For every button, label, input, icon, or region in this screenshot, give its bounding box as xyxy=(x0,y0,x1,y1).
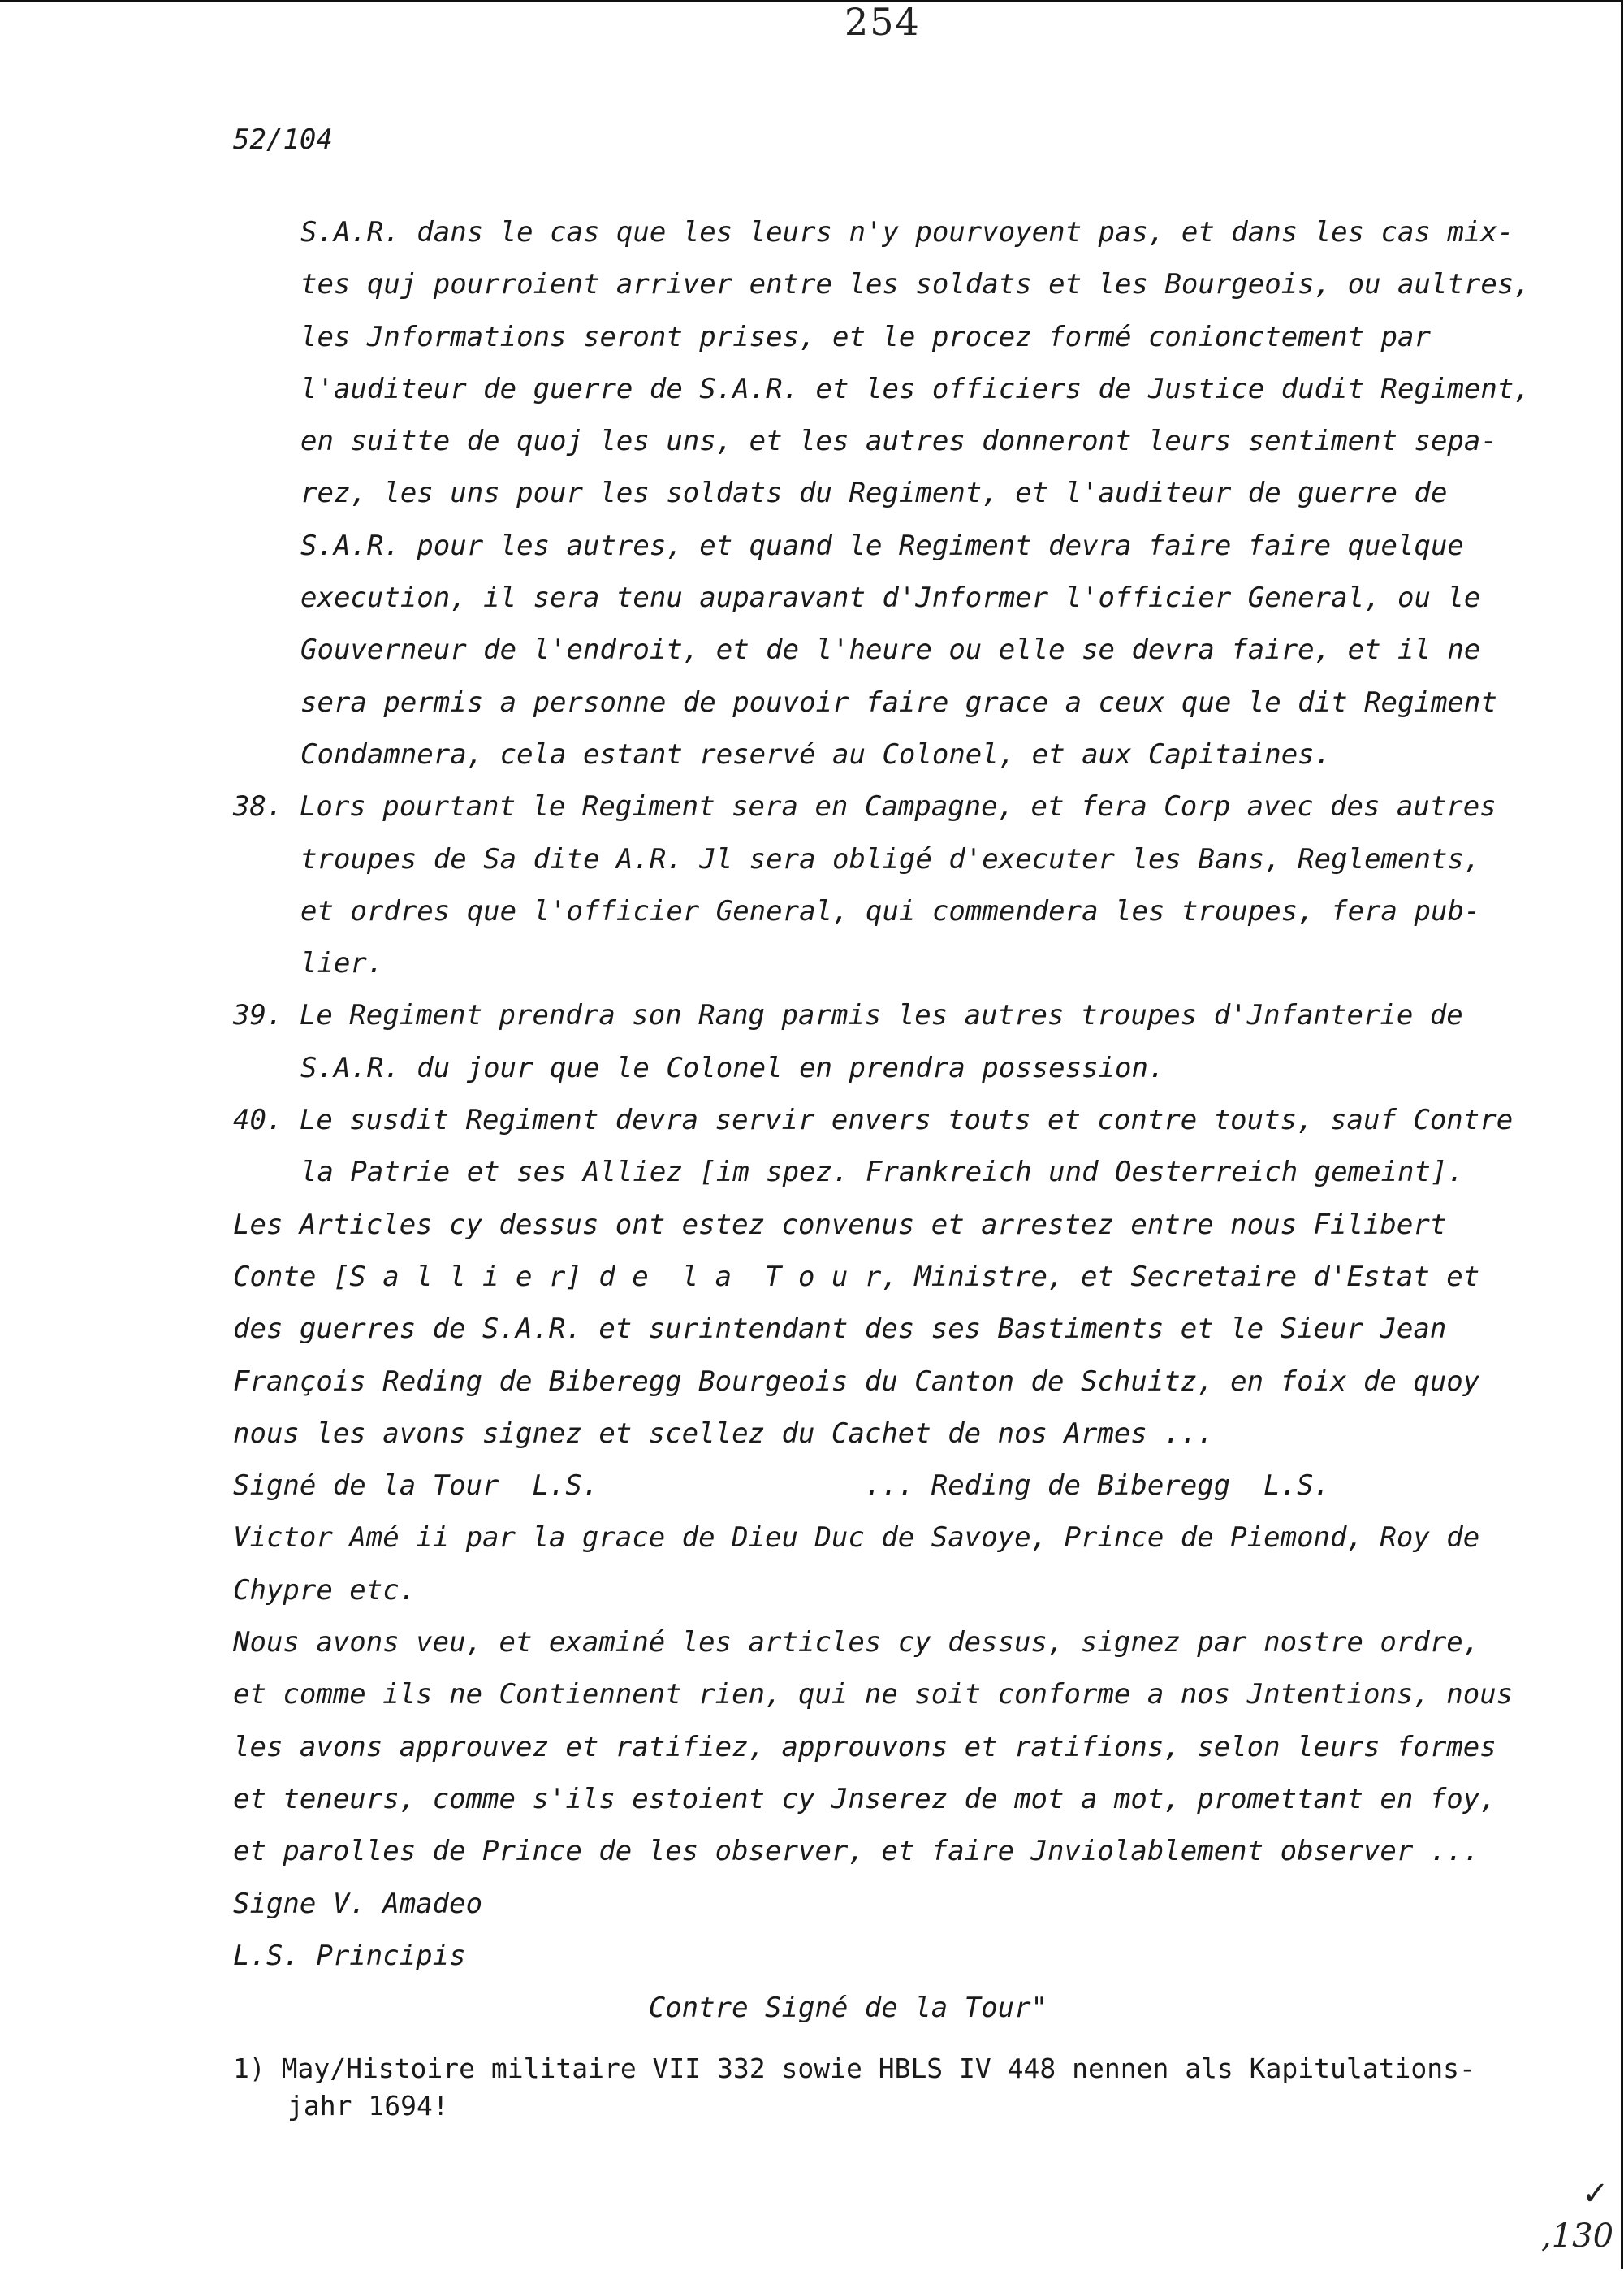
text-line: execution, il sera tenu auparavant d'Jnformer l'officier General, ou le xyxy=(300,582,1481,615)
text-line: Contre Signé de la Tour" xyxy=(233,1992,1048,2025)
handwritten-page-number: 254 xyxy=(844,0,921,44)
text-line: des guerres de S.A.R. et surintendant des ses Bastiments et le Sieur Jean xyxy=(233,1313,1447,1346)
text-line: lier. xyxy=(300,947,384,980)
text-line: Gouverneur de l'endroit, et de l'heure ou elle se devra faire, et il ne xyxy=(300,634,1481,667)
text-line: Signé de la Tour L.S. ... Reding de Biberegg L.S. xyxy=(233,1469,1331,1503)
text-line: sera permis a personne de pouvoir faire grace a ceux que le dit Regiment xyxy=(300,686,1497,719)
text-line: S.A.R. pour les autres, et quand le Regiment devra faire faire quelque xyxy=(300,529,1464,562)
text-line: Conte [S a l l i e r] d e l a T o u r, Ministre, et Secretaire d'Estat et xyxy=(233,1260,1480,1293)
text-line: S.A.R. du jour que le Colonel en prendra possession. xyxy=(300,1051,1165,1084)
text-line: et parolles de Prince de les observer, et faire Jnviolablement observer ... xyxy=(233,1835,1480,1868)
text-line: et ordres que l'officier General, qui commendera les troupes, fera pub- xyxy=(300,894,1481,928)
text-line: Signe V. Amadeo xyxy=(233,1887,483,1920)
text-line: tes quj pourroient arriver entre les soldats et les Bourgeois, ou aultres, xyxy=(300,268,1531,301)
folio-number: ,130 xyxy=(1541,2217,1614,2255)
text-line: en suitte de quoj les uns, et les autres donneront leurs sentiment sepa- xyxy=(300,425,1497,458)
text-line: 40. Le susdit Regiment devra servir envers touts et contre touts, sauf Contre xyxy=(233,1104,1514,1137)
text-line: 39. Le Regiment prendra son Rang parmis les autres troupes d'Jnfanterie de xyxy=(233,999,1463,1032)
text-line: François Reding de Biberegg Bourgeois du Canton de Schuitz, en foix de quoy xyxy=(233,1365,1480,1398)
text-line: S.A.R. dans le cas que les leurs n'y pourvoyent pas, et dans les cas mix- xyxy=(300,216,1514,249)
text-line: L.S. Principis xyxy=(233,1939,466,1972)
footnote-line: 1) May/Histoire militaire VII 332 sowie HBLS IV 448 nennen als Kapitulations- xyxy=(233,2053,1475,2084)
footnote xyxy=(233,2050,1532,2125)
text-line: les Jnformations seront prises, et le procez formé conionctement par xyxy=(300,320,1431,353)
text-line: Nous avons veu, et examiné les articles cy dessus, signez par nostre ordre, xyxy=(233,1626,1480,1659)
document-reference: 52/104 xyxy=(233,123,333,156)
document-body xyxy=(233,206,1532,2034)
text-line: troupes de Sa dite A.R. Jl sera obligé d'executer les Bans, Reglements, xyxy=(300,842,1481,876)
text-line: les avons approuvez et ratifiez, approuvons et ratifions, selon leurs formes xyxy=(233,1730,1497,1763)
text-line: l'auditeur de guerre de S.A.R. et les officiers de Justice dudit Regiment, xyxy=(300,372,1531,405)
text-line: 38. Lors pourtant le Regiment sera en Campagne, et fera Corp avec des autres xyxy=(233,790,1497,824)
text-line: nous les avons signez et scellez du Cachet de nos Armes ... xyxy=(233,1417,1214,1450)
text-line: la Patrie et ses Alliez [im spez. Frankreich und Oesterreich gemeint]. xyxy=(300,1156,1464,1189)
text-line: rez, les uns pour les soldats du Regiment, et l'auditeur de guerre de xyxy=(300,477,1448,510)
text-line: et comme ils ne Contiennent rien, qui ne soit conforme a nos Jntentions, nous xyxy=(233,1678,1514,1711)
text-line: Condamnera, cela estant reservé au Colonel, et aux Capitaines. xyxy=(300,738,1332,771)
footnote-line: jahr 1694! xyxy=(287,2090,449,2122)
text-line: et teneurs, comme s'ils estoient cy Jnserez de mot a mot, promettant en foy, xyxy=(233,1782,1497,1815)
text-line: Victor Amé ii par la grace de Dieu Duc de Savoye, Prince de Piemond, Roy de xyxy=(233,1521,1480,1555)
text-line: Les Articles cy dessus ont estez convenus et arrestez entre nous Filibert xyxy=(233,1208,1447,1241)
check-mark-icon: ✓ xyxy=(1582,2175,1609,2213)
text-line: Chypre etc. xyxy=(233,1573,417,1607)
